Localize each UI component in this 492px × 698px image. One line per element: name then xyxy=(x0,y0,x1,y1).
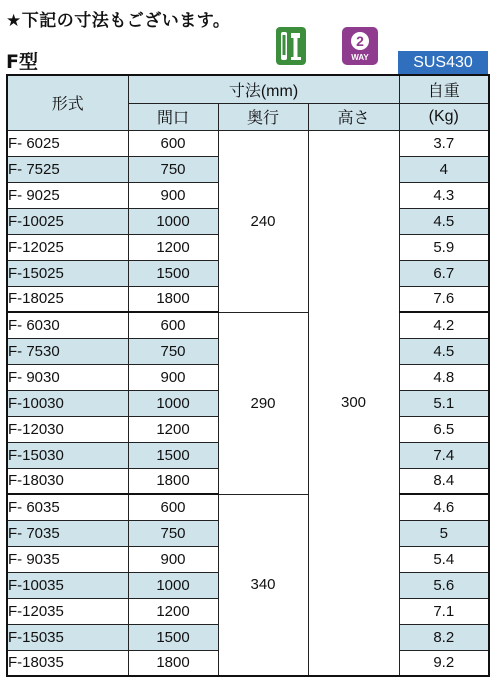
weight-cell: 8.4 xyxy=(399,468,489,494)
form-cell xyxy=(7,208,128,234)
weight-cell: 5 xyxy=(399,520,489,546)
note-heading: ★下記の寸法もございます。 xyxy=(6,11,231,31)
weight-cell: 4.5 xyxy=(399,338,489,364)
screwdriver-tool-icon xyxy=(276,27,306,65)
form-code: F-12035 xyxy=(8,602,64,620)
way-number: 2 xyxy=(356,33,364,49)
col-dims-header: 寸法(mm) xyxy=(128,75,399,103)
table-row xyxy=(7,312,489,338)
width-cell: 1000 xyxy=(128,572,218,598)
form-code: F- 9025 xyxy=(8,186,60,204)
form-cell xyxy=(7,468,128,494)
form-code: F-15030 xyxy=(8,446,64,464)
col-height-header: 高さ xyxy=(308,103,399,130)
width-cell: 750 xyxy=(128,520,218,546)
spec-table xyxy=(6,74,490,677)
width-cell: 1000 xyxy=(128,208,218,234)
col-form-header: 形式 xyxy=(7,75,128,130)
form-cell xyxy=(7,234,128,260)
form-code: F- 6030 xyxy=(8,316,60,334)
weight-cell: 4.5 xyxy=(399,208,489,234)
weight-cell: 7.1 xyxy=(399,598,489,624)
form-cell xyxy=(7,624,128,650)
width-cell: 1800 xyxy=(128,286,218,312)
depth-cell: 340 xyxy=(218,494,308,676)
depth-cell: 240 xyxy=(218,130,308,312)
form-code: F-18035 xyxy=(8,654,64,672)
form-code: F-18025 xyxy=(8,290,64,308)
form-code: F-10030 xyxy=(8,394,64,412)
table-row xyxy=(7,494,489,520)
form-cell xyxy=(7,156,128,182)
col-weight-unit: (Kg) xyxy=(399,103,489,130)
width-cell: 1200 xyxy=(128,234,218,260)
weight-cell: 4.3 xyxy=(399,182,489,208)
weight-cell: 5.1 xyxy=(399,390,489,416)
width-cell: 1200 xyxy=(128,416,218,442)
width-cell: 1500 xyxy=(128,624,218,650)
form-cell xyxy=(7,312,128,338)
model-title: F型 xyxy=(6,51,38,73)
width-cell: 600 xyxy=(128,312,218,338)
table-row xyxy=(7,130,489,156)
width-cell: 1500 xyxy=(128,260,218,286)
col-weight-header: 自重 xyxy=(399,75,489,103)
form-code: F-10035 xyxy=(8,576,64,594)
form-cell xyxy=(7,494,128,520)
weight-cell: 7.6 xyxy=(399,286,489,312)
col-depth-header: 奥行 xyxy=(218,103,308,130)
form-cell xyxy=(7,130,128,156)
form-cell xyxy=(7,286,128,312)
form-code: F-12025 xyxy=(8,238,64,256)
form-code: F- 7525 xyxy=(8,160,60,178)
form-cell xyxy=(7,390,128,416)
form-cell xyxy=(7,260,128,286)
width-cell: 750 xyxy=(128,156,218,182)
col-width-header: 間口 xyxy=(128,103,218,130)
weight-cell: 4 xyxy=(399,156,489,182)
form-code: F- 7530 xyxy=(8,342,60,360)
material-badge: SUS430 xyxy=(398,51,488,74)
form-cell xyxy=(7,182,128,208)
2-way-icon xyxy=(342,27,378,65)
form-code: F-10025 xyxy=(8,212,64,230)
weight-cell: 6.5 xyxy=(399,416,489,442)
form-code: F- 7035 xyxy=(8,524,60,542)
weight-cell: 5.9 xyxy=(399,234,489,260)
form-cell xyxy=(7,598,128,624)
width-cell: 900 xyxy=(128,546,218,572)
table-body xyxy=(7,130,489,676)
form-code: F-12030 xyxy=(8,420,64,438)
form-code: F-15025 xyxy=(8,264,64,282)
weight-cell: 5.6 xyxy=(399,572,489,598)
form-cell xyxy=(7,442,128,468)
width-cell: 900 xyxy=(128,182,218,208)
way-label: WAY xyxy=(351,53,369,62)
width-cell: 600 xyxy=(128,130,218,156)
form-code: F- 6025 xyxy=(8,134,60,152)
weight-cell: 4.8 xyxy=(399,364,489,390)
form-code: F- 9035 xyxy=(8,550,60,568)
width-cell: 1500 xyxy=(128,442,218,468)
weight-cell: 3.7 xyxy=(399,130,489,156)
weight-cell: 7.4 xyxy=(399,442,489,468)
form-cell xyxy=(7,416,128,442)
width-cell: 750 xyxy=(128,338,218,364)
weight-cell: 6.7 xyxy=(399,260,489,286)
height-cell: 300 xyxy=(308,130,399,676)
width-cell: 600 xyxy=(128,494,218,520)
weight-cell: 9.2 xyxy=(399,650,489,676)
width-cell: 900 xyxy=(128,364,218,390)
form-cell xyxy=(7,520,128,546)
form-cell xyxy=(7,364,128,390)
weight-cell: 5.4 xyxy=(399,546,489,572)
width-cell: 1200 xyxy=(128,598,218,624)
weight-cell: 8.2 xyxy=(399,624,489,650)
form-code: F-18030 xyxy=(8,472,64,490)
form-cell xyxy=(7,650,128,676)
form-code: F- 6035 xyxy=(8,498,60,516)
form-cell xyxy=(7,546,128,572)
depth-cell: 290 xyxy=(218,312,308,494)
width-cell: 1800 xyxy=(128,468,218,494)
form-code: F- 9030 xyxy=(8,368,60,386)
form-code: F-15035 xyxy=(8,628,64,646)
weight-cell: 4.2 xyxy=(399,312,489,338)
weight-cell: 4.6 xyxy=(399,494,489,520)
form-cell xyxy=(7,338,128,364)
width-cell: 1800 xyxy=(128,650,218,676)
form-cell xyxy=(7,572,128,598)
width-cell: 1000 xyxy=(128,390,218,416)
